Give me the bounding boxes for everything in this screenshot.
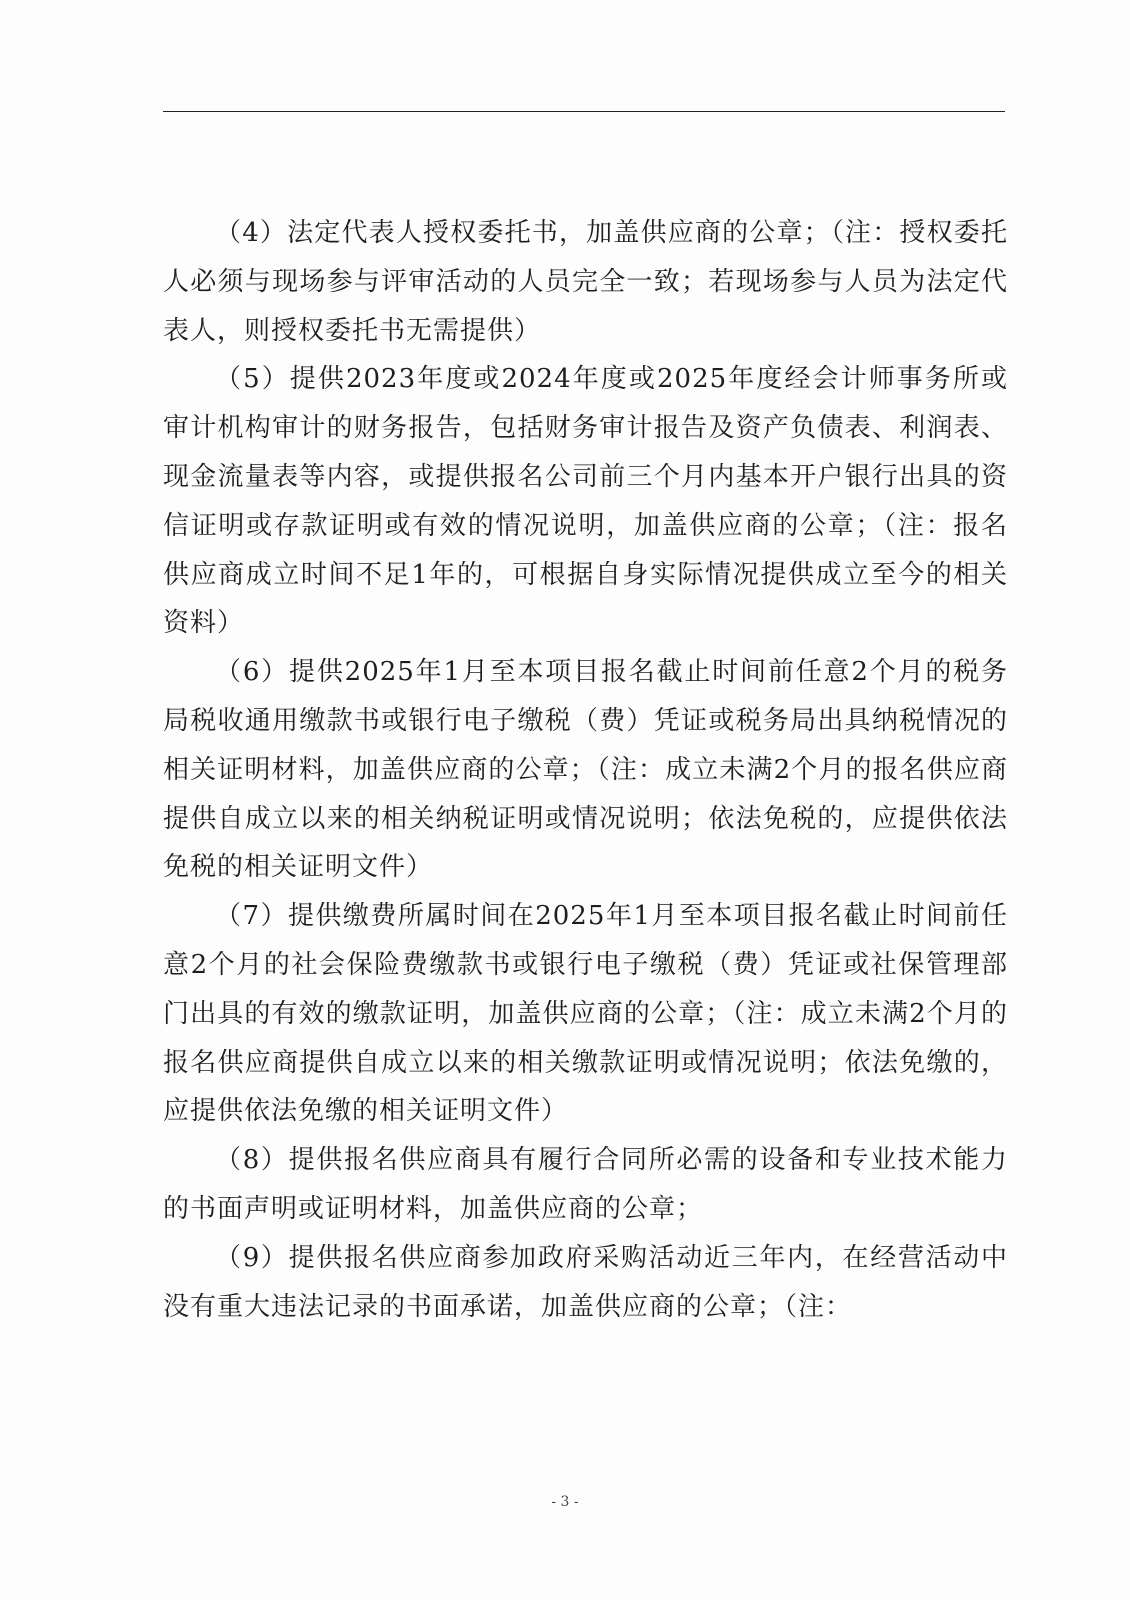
paragraph-item-9: （9）提供报名供应商参加政府采购活动近三年内，在经营活动中没有重大违法记录的书面承诺，加盖供应商的公章；（注： [163,1242,1008,1322]
paragraph-item-5: （5）提供2023年度或2024年度或2025年度经会计师事务所或审计机构审计的财务报告，包括财务审计报告及资产负债表、利润表、现金流量表等内容，或提供报名公司前三个月内基本开户银行出具的资信证明或存款证明或有效的情况说明，加盖供应商的公章；（注：报名供应商成立时间不足1年的，可根据自身实际情况提供成立至今的相关资料） [163,364,1008,639]
paragraph-item-4: （4）法定代表人授权委托书，加盖供应商的公章；（注：授权委托人必须与现场参与评审活动的人员完全一致；若现场参与人员为法定代表人，则授权委托书无需提供） [163,218,1008,346]
header-rule [163,111,1005,112]
paragraph-item-6: （6）提供2025年1月至本项目报名截止时间前任意2个月的税务局税收通用缴款书或银行电子缴税（费）凭证或税务局出具纳税情况的相关证明材料，加盖供应商的公章；（注：成立未满2个月的报名供应商提供自成立以来的相关纳税证明或情况说明；依法免税的，应提供依法免税的相关证明文件） [163,657,1008,883]
body-text [163,209,1008,1331]
paragraph-item-8: （8）提供报名供应商具有履行合同所必需的设备和专业技术能力的书面声明或证明材料，加盖供应商的公章； [163,1145,1008,1224]
paragraph-item-7: （7）提供缴费所属时间在2025年1月至本项目报名截止时间前任意2个月的社会保险费缴款书或银行电子缴税（费）凭证或社保管理部门出具的有效的缴款证明，加盖供应商的公章；（注：成立未满2个月的报名供应商提供自成立以来的相关缴款证明或情况说明；依法免缴的，应提供依法免缴的相关证明文件） [163,901,1008,1127]
page-number: - 3 - [551,1494,579,1510]
